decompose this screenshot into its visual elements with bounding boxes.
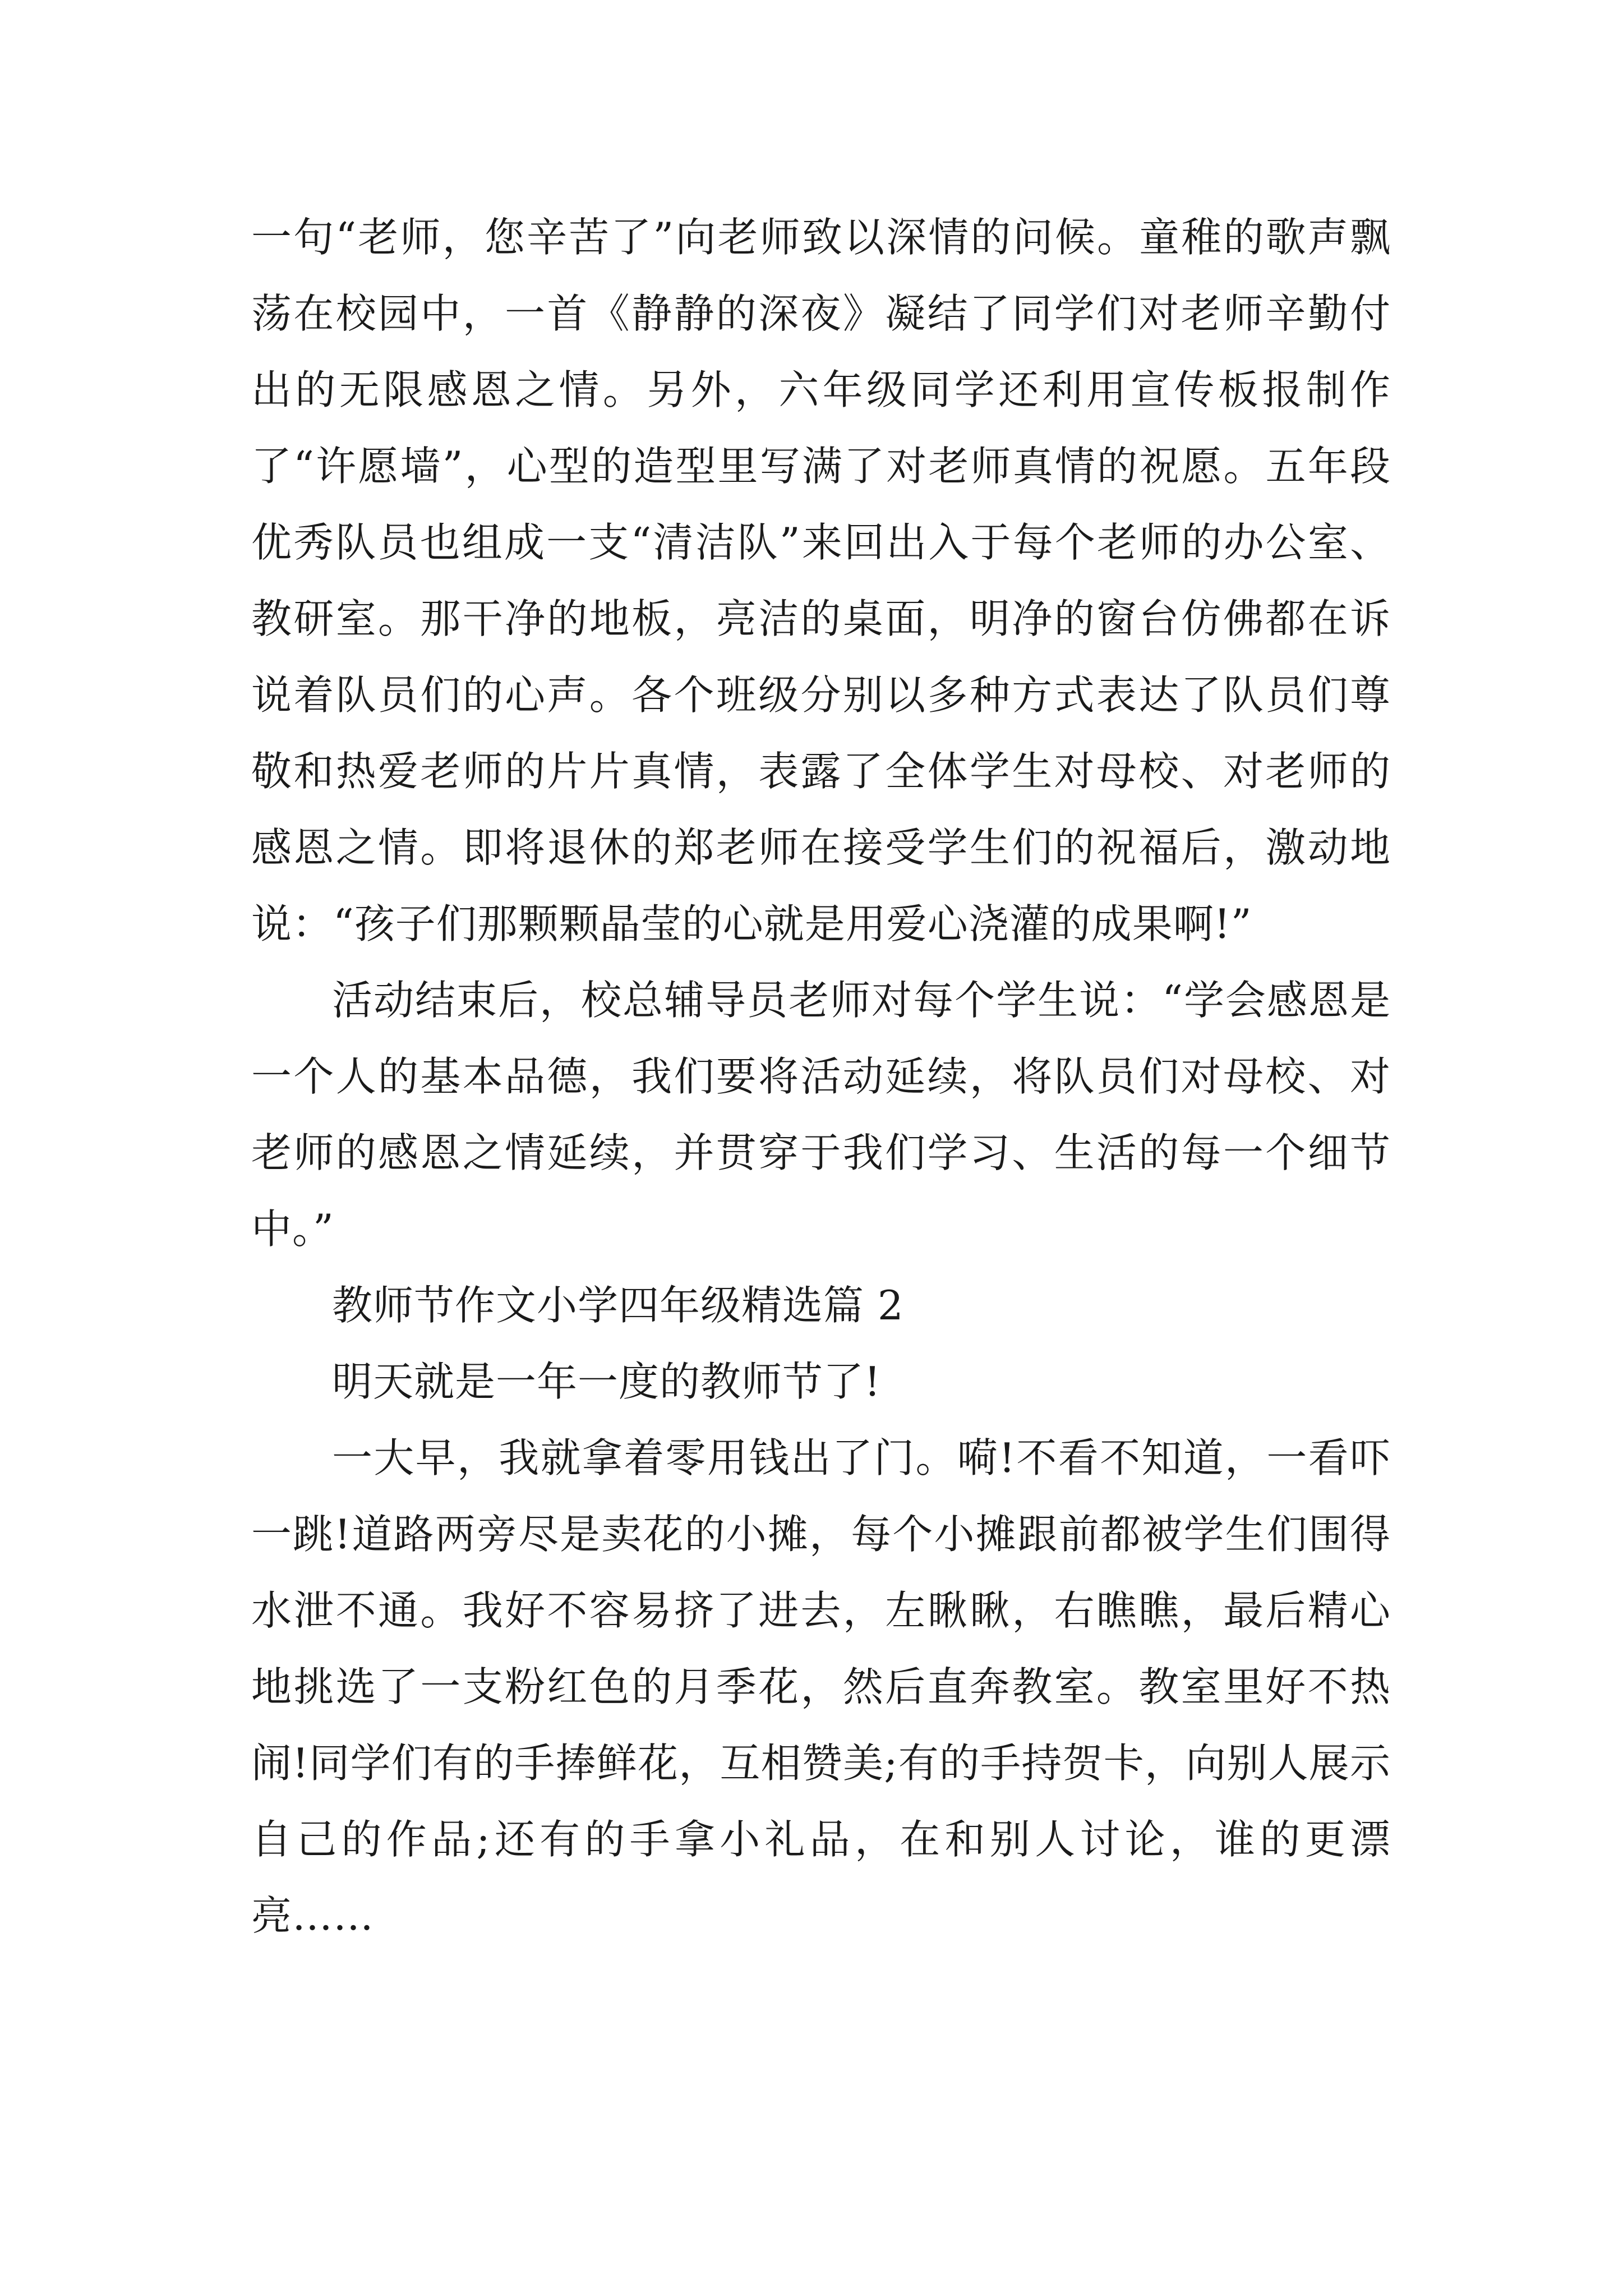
paragraph-continued: 一句“老师，您辛苦了”向老师致以深情的问候。童稚的歌声飘荡在校园中，一首《静静的深夜》凝结了同学们对老师辛勤付出的无限感恩之情。另外，六年级同学还利用宣传板报制作了“许愿墙”，心型的造型里写满了对老师真情的祝愿。五年段优秀队员也组成一支“清洁队”来回出入于每个老师的办公室、教研室。那干净的地板，亮洁的桌面，明净的窗台仿佛都在诉说着队员们的心声。各个班级分别以多种方式表达了队员们尊敬和热爱老师的片片真情，表露了全体学生对母校、对老师的感恩之情。即将退休的郑老师在接受学生们的祝福后，激动地说：“孩子们那颗颗晶莹的心就是用爱心浇灌的成果啊!” xyxy=(251,214,1391,947)
section-heading: 教师节作文小学四年级精选篇 2 xyxy=(332,1282,904,1329)
paragraph-morning: 一大早，我就拿着零用钱出了门。嗬!不看不知道，一看吓一跳!道路两旁尽是卖花的小摊，每个小摊跟前都被学生们围得水泄不通。我好不容易挤了进去，左瞅瞅，右瞧瞧，最后精心地挑选了一支粉红色的月季花，然后直奔教室。教室里好不热闹!同学们有的手捧鲜花，互相赞美;有的手持贺卡，向别人展示自己的作品;还有的手拿小礼品，在和别人讨论，谁的更漂亮…… xyxy=(251,1434,1391,1939)
paragraph-activity-end: 活动结束后，校总辅导员老师对每个学生说：“学会感恩是一个人的基本品德，我们要将活动延续，将队员们对母校、对老师的感恩之情延续，并贯穿于我们学习、生活的每一个细节中。” xyxy=(251,977,1391,1253)
document-body xyxy=(251,199,1391,1954)
paragraph-intro: 明天就是一年一度的教师节了! xyxy=(332,1358,881,1405)
